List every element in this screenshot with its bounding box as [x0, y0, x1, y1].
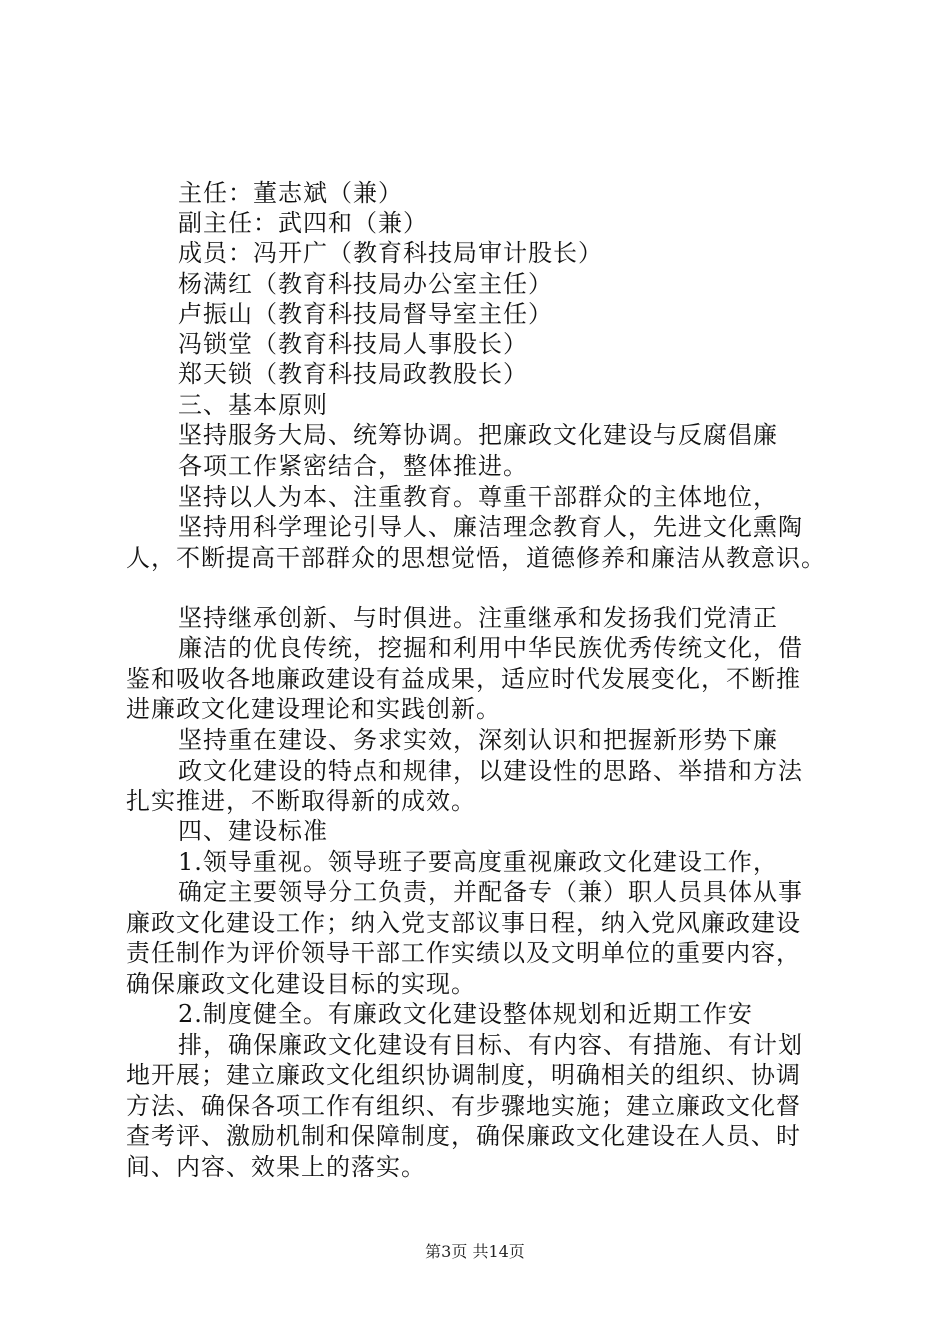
text-line: 各项工作紧密结合，整体推进。	[178, 452, 528, 480]
text-line: 坚持继承创新、与时俱进。注重继承和发扬我们党清正	[178, 604, 778, 632]
text-line: 间、内容、效果上的落实。	[126, 1153, 426, 1181]
text-line: 郑天锁（教育科技局政教股长）	[178, 360, 528, 388]
text-line: 地开展；建立廉政文化组织协调制度，明确相关的组织、协调	[126, 1061, 801, 1089]
text-line: 责任制作为评价领导干部工作实绩以及文明单位的重要内容，	[126, 939, 801, 967]
page-number-footer: 第3页 共14页	[425, 1242, 525, 1261]
text-line: 人，不断提高干部群众的思想觉悟，道德修养和廉洁从教意识。	[126, 544, 826, 572]
text-line: 方法、确保各项工作有组织、有步骤地实施；建立廉政文化督	[126, 1092, 801, 1120]
text-line: 确定主要领导分工负责，并配备专（兼）职人员具体从事	[178, 878, 803, 906]
text-line: 1.领导重视。领导班子要高度重视廉政文化建设工作，	[178, 848, 778, 876]
text-line: 副主任：武四和（兼）	[178, 209, 428, 237]
text-line: 政文化建设的特点和规律，以建设性的思路、举措和方法	[178, 757, 803, 785]
text-line: 进廉政文化建设理论和实践创新。	[126, 695, 501, 723]
text-line: 扎实推进，不断取得新的成效。	[126, 787, 476, 815]
text-line: 坚持重在建设、务求实效，深刻认识和把握新形势下廉	[178, 726, 778, 754]
text-line: 杨满红（教育科技局办公室主任）	[178, 270, 553, 298]
section-heading: 三、基本原则	[178, 391, 328, 419]
text-line: 排，确保廉政文化建设有目标、有内容、有措施、有计划	[178, 1031, 803, 1059]
text-line: 主任：董志斌（兼）	[178, 179, 403, 207]
text-line: 卢振山（教育科技局督导室主任）	[178, 300, 553, 328]
text-line: 廉政文化建设工作；纳入党支部议事日程，纳入党风廉政建设	[126, 909, 801, 937]
text-line: 鉴和吸收各地廉政建设有益成果，适应时代发展变化，不断推	[126, 665, 801, 693]
text-line: 查考评、激励机制和保障制度，确保廉政文化建设在人员、时	[126, 1122, 801, 1150]
text-line: 确保廉政文化建设目标的实现。	[126, 970, 476, 998]
text-line: 坚持服务大局、统筹协调。把廉政文化建设与反腐倡廉	[178, 421, 778, 449]
text-line: 冯锁堂（教育科技局人事股长）	[178, 330, 528, 358]
text-line: 坚持用科学理论引导人、廉洁理念教育人，先进文化熏陶	[178, 513, 803, 541]
section-heading: 四、建设标准	[178, 817, 328, 845]
text-line: 坚持以人为本、注重教育。尊重干部群众的主体地位，	[178, 483, 778, 511]
text-line: 廉洁的优良传统，挖掘和利用中华民族优秀传统文化，借	[178, 634, 803, 662]
text-line: 2.制度健全。有廉政文化建设整体规划和近期工作安	[178, 1000, 753, 1028]
text-line: 成员：冯开广（教育科技局审计股长）	[178, 239, 603, 267]
